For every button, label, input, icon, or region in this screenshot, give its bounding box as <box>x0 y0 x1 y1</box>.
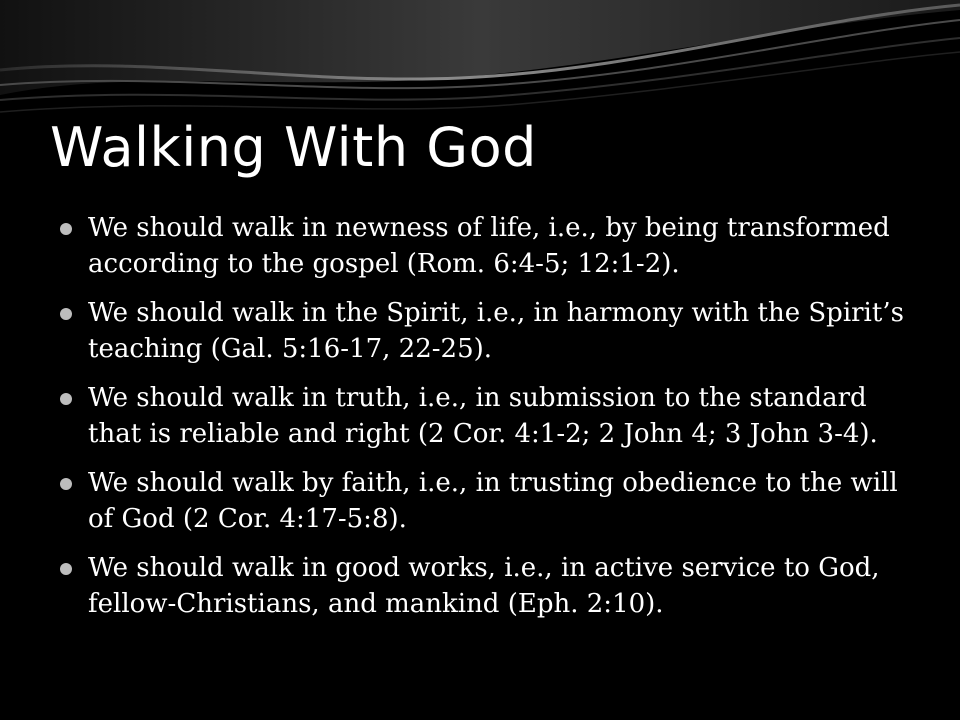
decorative-swoosh <box>0 0 960 130</box>
bullet-text: We should walk in the Spirit, i.e., in harmony with the Spirit’s teaching (Gal. 5:16-17, 22-25). <box>88 298 904 364</box>
bullet-item <box>60 210 910 282</box>
bullet-dot-icon <box>60 393 72 405</box>
bullet-item <box>60 380 910 452</box>
bullet-text: We should walk in good works, i.e., in active service to God, fellow-Christians, and mankind (Eph. 2:10). <box>88 553 880 619</box>
bullet-dot-icon <box>60 563 72 575</box>
bullet-text: We should walk in newness of life, i.e., by being transformed according to the gospel (Rom. 6:4-5; 12:1-2). <box>88 213 890 279</box>
bullet-item <box>60 550 910 622</box>
bullet-text: We should walk by faith, i.e., in trusting obedience to the will of God (2 Cor. 4:17-5:8). <box>88 468 898 534</box>
bullet-dot-icon <box>60 308 72 320</box>
slide-title: Walking With God <box>50 116 537 179</box>
bullet-list <box>60 210 910 635</box>
bullet-item <box>60 465 910 537</box>
bullet-dot-icon <box>60 223 72 235</box>
bullet-text: We should walk in truth, i.e., in submission to the standard that is reliable and right (2 Cor. 4:1-2; 2 John 4; 3 John 3-4). <box>88 383 878 449</box>
bullet-item <box>60 295 910 367</box>
bullet-dot-icon <box>60 478 72 490</box>
